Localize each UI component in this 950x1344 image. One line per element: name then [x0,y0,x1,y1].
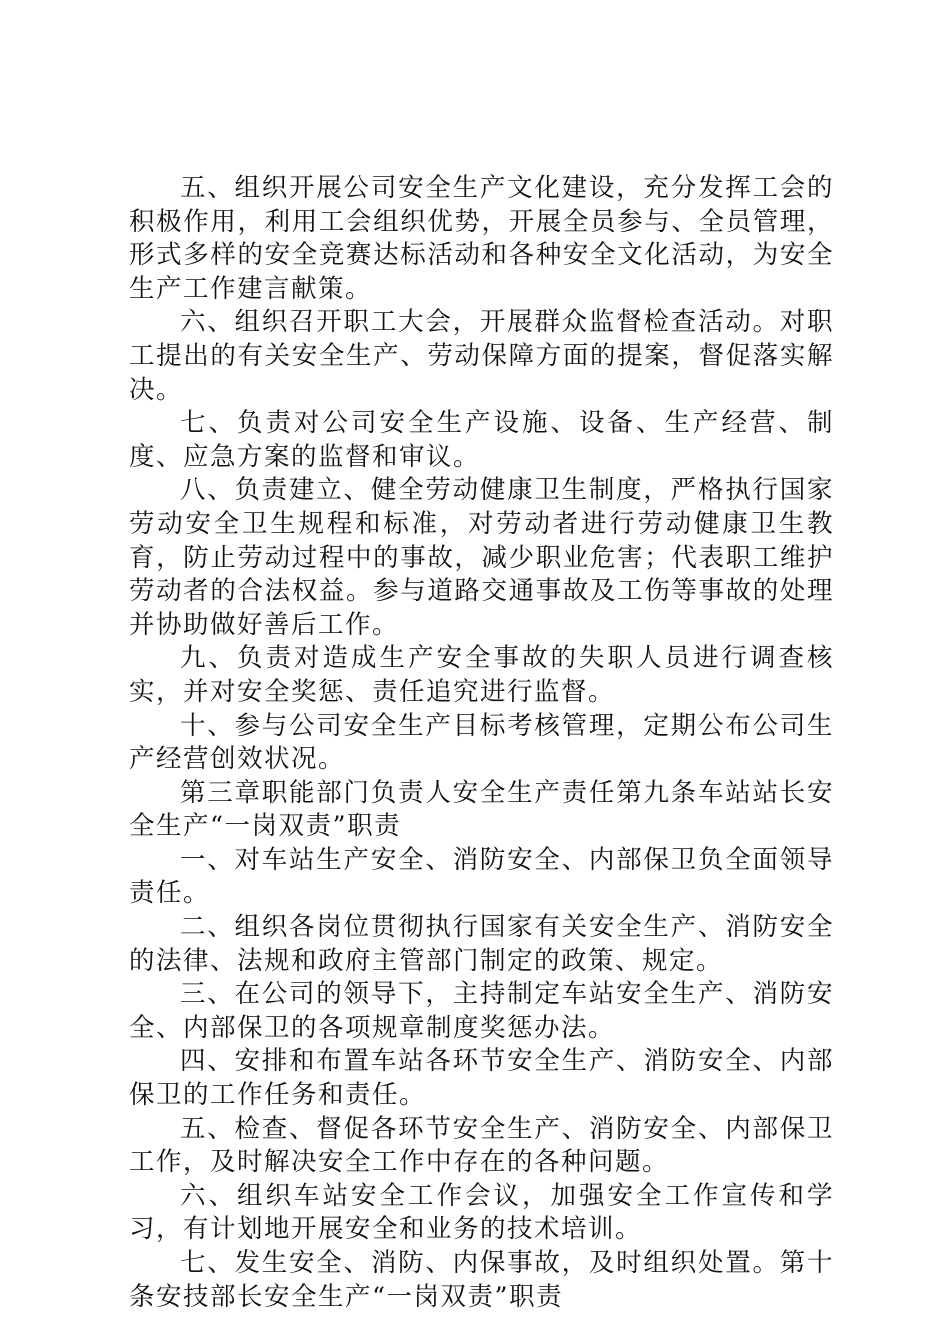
paragraph-3: 七、负责对公司安全生产设施、设备、生产经营、制度、应急方案的监督和审议。 [129,408,834,472]
paragraph-10: 三、在公司的领导下，主持制定车站安全生产、消防安全、内部保卫的各项规章制度奖惩办法。 [129,979,834,1043]
paragraph-5: 九、负责对造成生产安全事故的失职人员进行调查核实，并对安全奖惩、责任追究进行监督。 [129,643,834,707]
paragraph-12: 五、检查、督促各环节安全生产、消防安全、内部保卫工作，及时解决安全工作中存在的各种问题。 [129,1113,834,1178]
chapter-heading: 第三章职能部门负责人安全生产责任第九条车站站长安全生产“一岗双责”职责 [129,777,834,842]
paragraph-14: 七、发生安全、消防、内保事故，及时组织处置。第十条安技部长安全生产“一岗双责”职责 [129,1248,834,1312]
paragraph-8: 一、对车站生产安全、消防安全、内部保卫负全面领导责任。 [129,844,834,909]
paragraph-13: 六、组织车站安全工作会议，加强安全工作宣传和学习，有计划地开展安全和业务的技术培训。 [129,1180,834,1245]
paragraph-6: 十、参与公司安全生产目标考核管理，定期公布公司生产经营创效状况。 [129,710,834,775]
paragraph-2: 六、组织召开职工大会，开展群众监督检查活动。对职工提出的有关安全生产、劳动保障方面的提案，督促落实解决。 [129,307,834,405]
paragraph-11: 四、安排和布置车站各环节安全生产、消防安全、内部保卫的工作任务和责任。 [129,1046,834,1111]
paragraph-9: 二、组织各岗位贯彻执行国家有关安全生产、消防安全的法律、法规和政府主管部门制定的政策、规定。 [129,912,834,976]
document-body [129,172,834,1314]
paragraph-1: 五、组织开展公司安全生产文化建设，充分发挥工会的积极作用，利用工会组织优势，开展全员参与、全员管理，形式多样的安全竞赛达标活动和各种安全文化活动，为安全生产工作建言献策。 [129,173,834,304]
paragraph-4: 八、负责建立、健全劳动健康卫生制度，严格执行国家劳动安全卫生规程和标准，对劳动者进行劳动健康卫生教育，防止劳动过程中的事故，减少职业危害；代表职工维护劳动者的合法权益。参与道路交通事故及工伤等事故的处理并协助做好善后工作。 [129,475,834,640]
